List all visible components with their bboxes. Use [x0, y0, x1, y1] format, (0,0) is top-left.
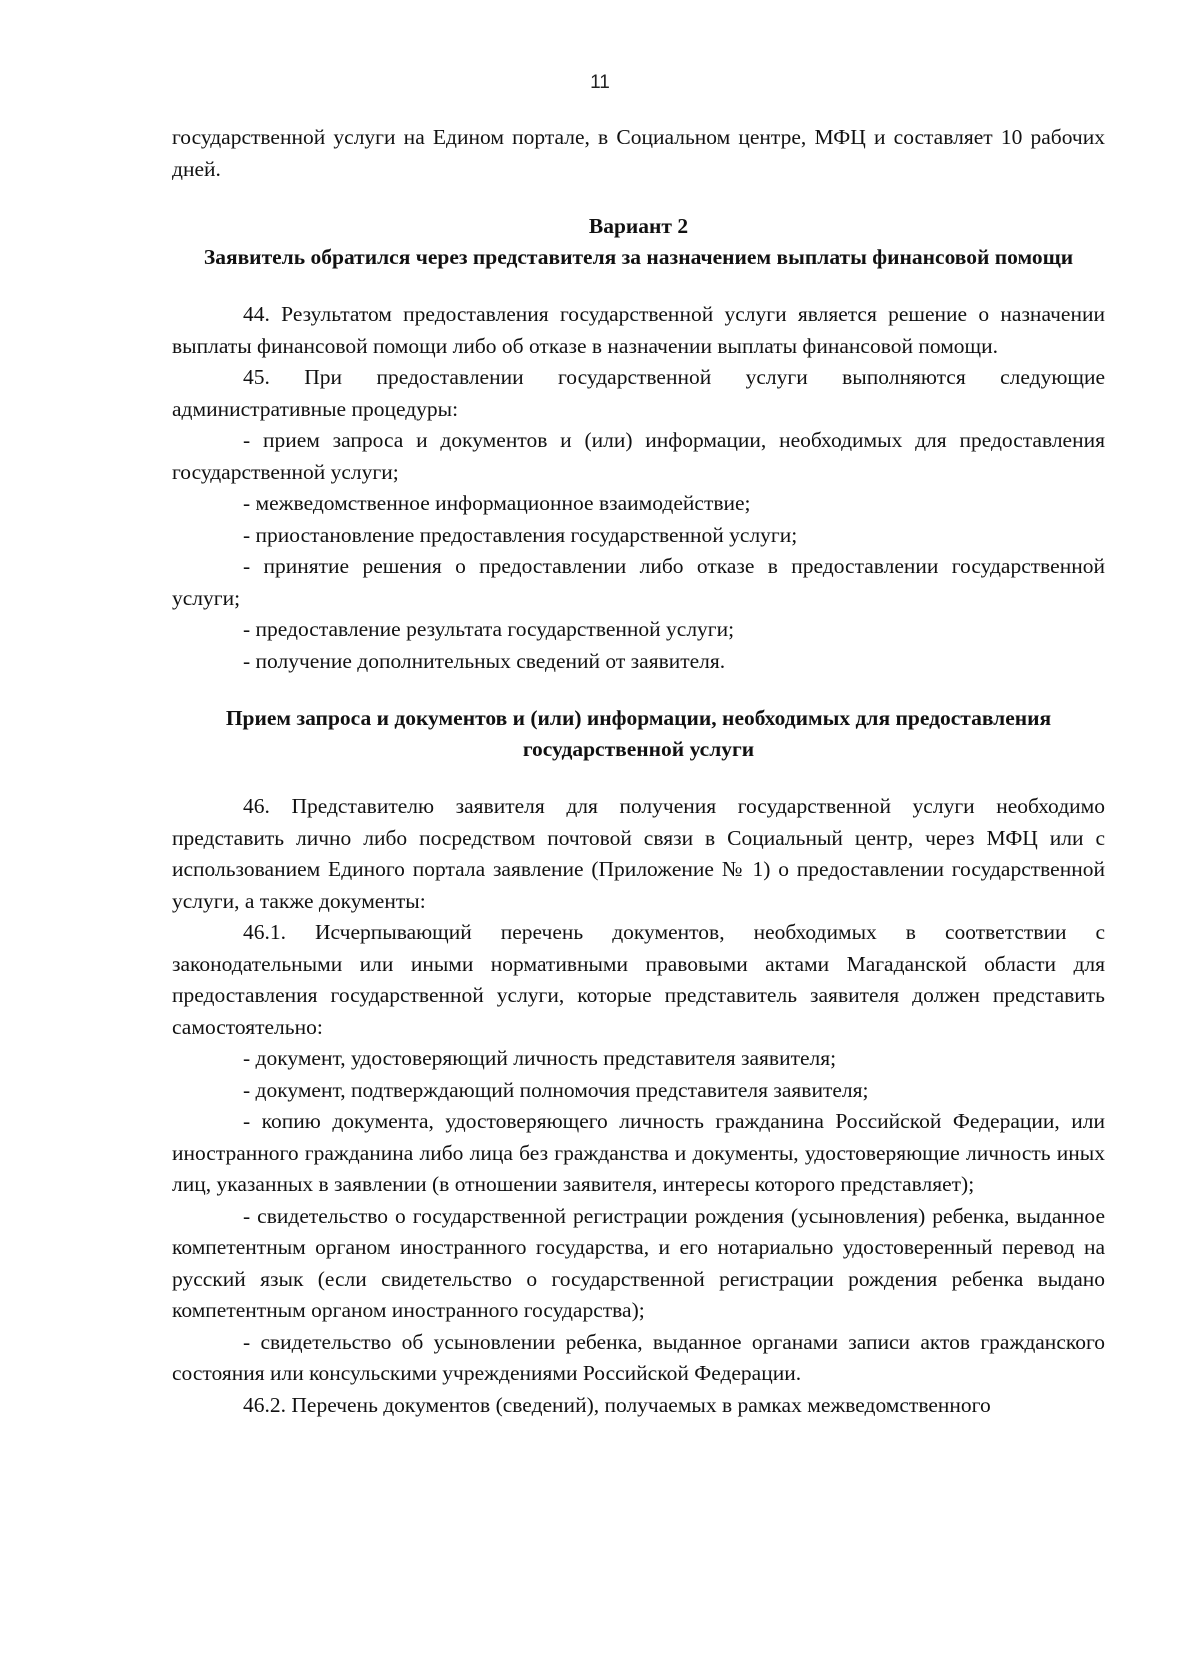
- block-spacer: [172, 273, 1105, 299]
- section-heading: Заявитель обратился через представителя за назначением выплаты финансовой помощи: [203, 245, 1074, 269]
- body-paragraph: - приостановление предоставления государственной услуги;: [243, 522, 798, 547]
- block-spacer: [172, 765, 1105, 791]
- block-spacer: [172, 677, 1105, 703]
- body-paragraph: 46. Представителю заявителя для получения государственной услуги необходимо представить лично либо посредством почтовой связи в Социальный центр, через МФЦ или с использованием Единого портала заявление (Приложение № 1) о предоставлении государственной услуги, а также документы:: [172, 794, 1105, 913]
- body-paragraph: 46.1. Исчерпывающий перечень документов, необходимых в соответствии с законодательными или иными нормативными правовыми актами Магаданской области для предоставления государственной услуги, которые представитель заявителя должен представить самостоятельно:: [172, 920, 1105, 1039]
- page-number: 11: [590, 72, 610, 93]
- body-paragraph: - копию документа, удостоверяющего личность гражданина Российской Федерации, или иностранного гражданина либо лица без гражданства и документы, удостоверяющие личность иных лиц, указанных в заявлении (в отношении заявителя, интересы которого представляет);: [172, 1109, 1105, 1196]
- body-paragraph: - документ, удостоверяющий личность представителя заявителя;: [243, 1046, 837, 1070]
- body-paragraph: 45. При предоставлении государственной услуги выполняются следующие административные процедуры:: [172, 365, 1105, 421]
- body-paragraph: 46.2. Перечень документов (сведений), получаемых в рамках межведомственного: [243, 1392, 991, 1417]
- section-heading: Вариант 2: [588, 214, 689, 238]
- body-paragraph: - получение дополнительных сведений от заявителя.: [243, 648, 726, 673]
- document-body: [172, 122, 1105, 1421]
- body-paragraph: - межведомственное информационное взаимодействие;: [243, 491, 751, 515]
- body-paragraph: - прием запроса и документов и (или) информации, необходимых для предоставления государственной услуги;: [172, 428, 1105, 484]
- body-paragraph: - предоставление результата государственной услуги;: [243, 617, 735, 641]
- body-paragraph: - свидетельство об усыновлении ребенка, выданное органами записи актов гражданского состояния или консульскими учреждениями Российской Федерации.: [172, 1329, 1105, 1385]
- block-spacer: [172, 185, 1105, 211]
- body-paragraph: 44. Результатом предоставления государственной услуги является решение о назначении выплаты финансовой помощи либо об отказе в назначении выплаты финансовой помощи.: [172, 302, 1105, 358]
- body-paragraph: государственной услуги на Едином портале, в Социальном центре, МФЦ и составляет 10 рабочих дней.: [172, 125, 1105, 181]
- body-paragraph: - документ, подтверждающий полномочия представителя заявителя;: [243, 1077, 869, 1102]
- body-paragraph: - свидетельство о государственной регистрации рождения (усыновления) ребенка, выданное компетентным органом иностранного государства, и его нотариально удостоверенный перевод на русский язык (если свидетельство о государственной регистрации рождения ребенка выдано компетентным органом иностранного государства);: [172, 1203, 1105, 1322]
- body-paragraph: - принятие решения о предоставлении либо отказе в предоставлении государственной услуги;: [172, 554, 1105, 610]
- section-heading: Прием запроса и документов и (или) информации, необходимых для предоставления государственной услуги: [225, 706, 1052, 761]
